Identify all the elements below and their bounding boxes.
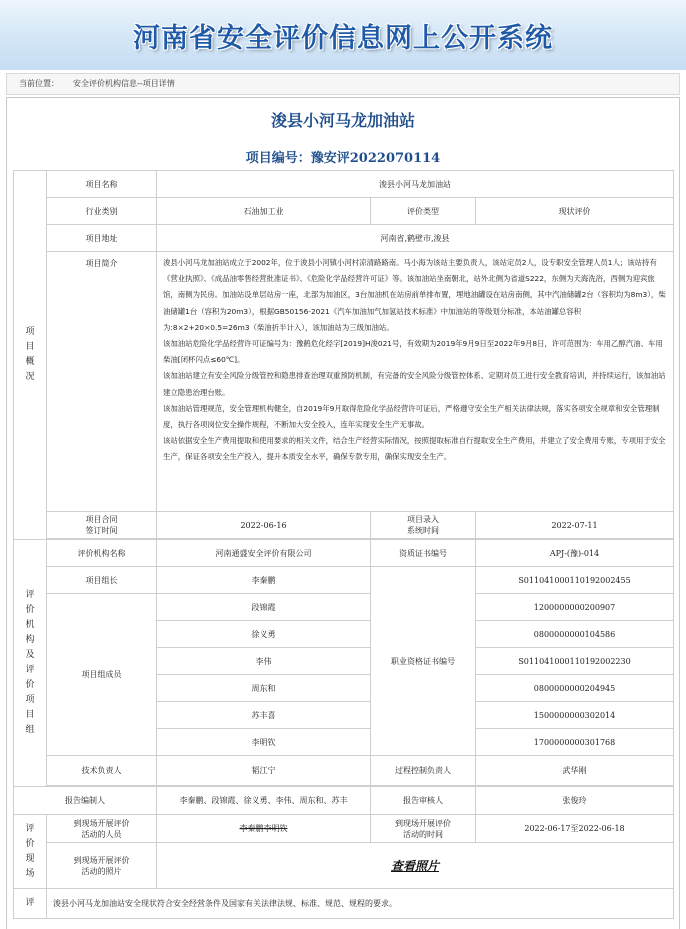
process-lead-label: 过程控制负责人 bbox=[371, 756, 476, 786]
intro-paragraph: 浚县小河马龙加油站成立于2002年，位于浚县小河镇小河村凉清路路南。马小海为该站主要负责人，该站定员2人，设专职安全管理人员1人；该站持有《营业执照》、《成品油零售经营批准证书》、《危险化学品经营许可证》等。该加油站坐南朝北，站外北侧为省道S222，东侧为天海洗浴，西侧为迎宾旅馆，南侧为民房。加油站设单层站房一座，北部为加油区，3台加油机在站房前单排布置，埋地油罐设在站房南侧，其中汽油储罐2台（容积均为8m3），柴油储罐1台（容积为20m3），根据GB50156-2021《汽车加油加气加氢站技术标准》中加油站的等级划分标准，本站油罐总容积为:8×2+20×0.5=26m3（柴油折半计入），该加油站为三级加油站。 bbox=[163, 258, 666, 332]
member-cert: S011041000110192002230 bbox=[476, 648, 674, 675]
member-cert: 1200000000200907 bbox=[476, 594, 674, 621]
address-value: 河南省,鹤壁市,浚县 bbox=[157, 225, 674, 252]
overview-category: 项 目 概 况 bbox=[14, 171, 47, 540]
site-title: 河南省安全评价信息网上公开系统 bbox=[133, 22, 553, 54]
org-category: 评 价 机 构 及 评 价 项 目 组 bbox=[14, 540, 47, 787]
report-writer-value: 李秦鹏、段锦霞、徐义勇、李伟、周东和、苏丰 bbox=[157, 787, 371, 815]
site-staff-value: 李秦鹏李明钦 bbox=[157, 815, 371, 843]
breadcrumb-label: 当前位置： bbox=[19, 79, 59, 88]
industry-value: 石油加工业 bbox=[157, 198, 371, 225]
agency-label: 评价机构名称 bbox=[47, 540, 157, 567]
member-cert: 0800000000204945 bbox=[476, 675, 674, 702]
breadcrumb bbox=[6, 73, 680, 95]
report-reviewer-value: 张俊玲 bbox=[476, 787, 674, 815]
site-time-value: 2022-06-17至2022-06-18 bbox=[476, 815, 674, 843]
project-title: 浚县小河马龙加油站 bbox=[270, 111, 415, 130]
site-photo-cell bbox=[157, 843, 674, 889]
member-cert: 0800000000104586 bbox=[476, 621, 674, 648]
intro-text bbox=[157, 252, 674, 512]
member-cert: 1700000000301768 bbox=[476, 729, 674, 756]
conclusion-text: 浚县小河马龙加油站安全现状符合安全经营条件及国家有关法律法规、标准、规范、规程的要求。 bbox=[47, 889, 674, 919]
process-lead-value: 武华刚 bbox=[476, 756, 674, 786]
site-time-label: 到现场开展评价 活动的时间 bbox=[371, 815, 476, 843]
intro-paragraph: 该加油站建立有安全风险分级管控和隐患排查治理双重预防机制，有完备的安全风险分级管控体系、定期对员工进行安全教育培训，并持续运行，该加油站建立隐患治理台账。 bbox=[163, 371, 666, 397]
member-cert: 1500000000302014 bbox=[476, 702, 674, 729]
eval-type-value: 现状评价 bbox=[476, 198, 674, 225]
project-name-label: 项目名称 bbox=[47, 171, 157, 198]
member-name: 李明钦 bbox=[157, 729, 371, 756]
industry-label: 行业类别 bbox=[47, 198, 157, 225]
member-name: 苏丰喜 bbox=[157, 702, 371, 729]
member-name: 李伟 bbox=[157, 648, 371, 675]
project-code: 项目编号：豫安评2022070114 bbox=[245, 151, 441, 166]
leader-label: 项目组长 bbox=[47, 567, 157, 594]
cert-value: APJ-(豫)-014 bbox=[476, 540, 674, 567]
report-writer-label: 报告编制人 bbox=[14, 787, 157, 815]
entry-time-label: 项目录入 系统时间 bbox=[371, 512, 476, 539]
entry-time-value: 2022-07-11 bbox=[476, 512, 674, 539]
intro-paragraph: 该加油站危险化学品经营许可证编号为：豫鹤危化经字[2019]H浚021号，有效期为2019年9月9日至2022年9月8日，许可范围为：车用乙醇汽油、车用柴油[闭杯闪点≤60℃]。 bbox=[163, 339, 663, 365]
qual-label: 职业资格证书编号 bbox=[371, 567, 476, 756]
cert-label: 资质证书编号 bbox=[371, 540, 476, 567]
member-name: 周东和 bbox=[157, 675, 371, 702]
member-name: 徐义勇 bbox=[157, 621, 371, 648]
eval-type-label: 评价类型 bbox=[371, 198, 476, 225]
member-name: 段锦霞 bbox=[157, 594, 371, 621]
intro-paragraph: 该站依据安全生产费用提取和使用要求的相关文件，结合生产经营实际情况，按照提取标准自行提取安全生产费用，并建立了安全费用专账，专项用于安全生产，保证各项安全生产投入，提升本质安全水平，确保专款专用，确保实现安全生产。 bbox=[163, 436, 666, 462]
conclusion-category: 评 bbox=[14, 889, 47, 919]
site-photo-label: 到现场开展评价 活动的照片 bbox=[47, 843, 157, 889]
contract-time-value: 2022-06-16 bbox=[157, 512, 371, 539]
site-staff-label: 到现场开展评价 活动的人员 bbox=[47, 815, 157, 843]
address-label: 项目地址 bbox=[47, 225, 157, 252]
members-label: 项目组成员 bbox=[47, 594, 157, 756]
report-reviewer-label: 报告审核人 bbox=[371, 787, 476, 815]
project-info-table bbox=[13, 170, 674, 919]
site-banner bbox=[0, 0, 686, 70]
project-detail-panel bbox=[6, 97, 680, 929]
breadcrumb-path[interactable]: 安全评价机构信息--项目详情 bbox=[73, 79, 175, 88]
intro-paragraph: 该加油站管理规范，安全管理机构健全，自2019年9月取得危险化学品经营许可证后，严格遵守安全生产相关法律法规，落实各项安全规章和安全管理制度，执行各项岗位安全操作规程，不断加大安全投入，连年实现安全生产无事故。 bbox=[163, 403, 660, 430]
contract-time-label: 项目合同 签订时间 bbox=[47, 512, 157, 539]
leader-cert: S011041000110192002455 bbox=[476, 567, 674, 594]
tech-lead-value: 韬江宁 bbox=[157, 756, 371, 786]
site-category: 评 价 现 场 bbox=[14, 815, 47, 889]
agency-value: 河南通盛安全评价有限公司 bbox=[157, 540, 371, 567]
view-photos-link[interactable]: 查看照片 bbox=[391, 859, 440, 873]
project-name-value: 浚县小河马龙加油站 bbox=[157, 171, 674, 198]
tech-lead-label: 技术负责人 bbox=[47, 756, 157, 786]
leader-name: 李秦鹏 bbox=[157, 567, 371, 594]
intro-label: 项目简介 bbox=[47, 252, 157, 512]
